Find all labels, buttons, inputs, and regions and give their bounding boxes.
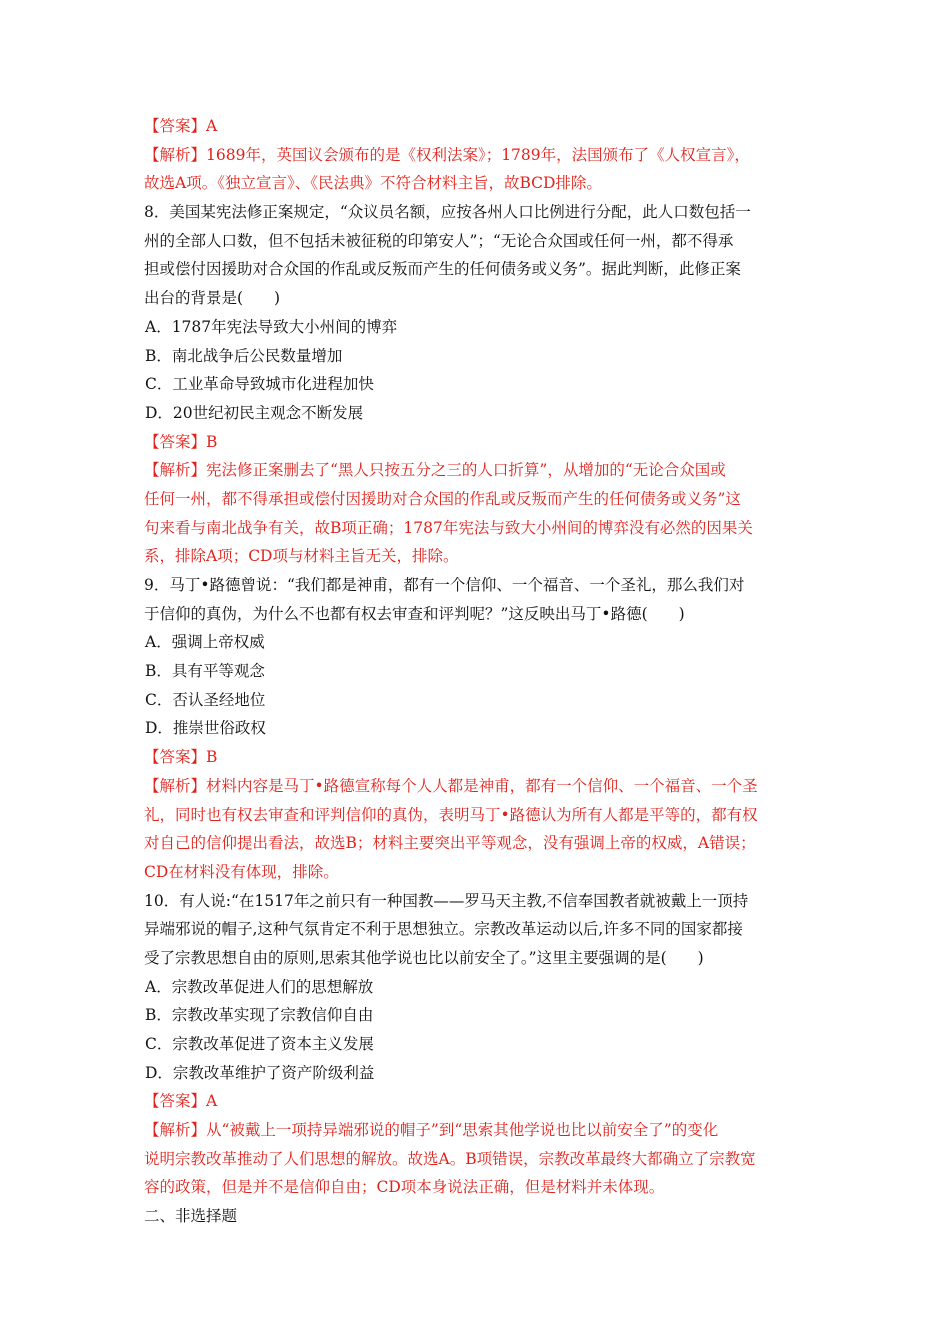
q8-answer: 【答案】B [144, 432, 218, 451]
q10-stem-line: 异端邪说的帽子,这种气氛肯定不利于思想独立。宗教改革运动以后,许多不同的国家都接 [144, 920, 743, 939]
q8-analysis-line: 【解析】宪法修正案删去了“黑人只按五分之三的人口折算”，从增加的“无论合众国或 [144, 461, 726, 480]
document-page [144, 112, 814, 1231]
q8-stem-line: 出台的背景是( ) [144, 289, 281, 308]
q10-option-c: C．宗教改革促进了资本主义发展 [145, 1035, 374, 1053]
q8-option-b: B．南北战争后公民数量增加 [145, 346, 343, 365]
q10-stem-line: 10．有人说:“在1517年之前只有一种国教——罗马天主教,不信奉国教者就被戴上一顶持 [144, 891, 749, 910]
section-title: 二、非选择题 [144, 1207, 238, 1226]
q9-option-b: B．具有平等观念 [145, 662, 265, 681]
q8-option-c: C．工业革命导致城市化进程加快 [145, 375, 374, 394]
q10-option-d: D．宗教改革维护了资产阶级利益 [145, 1063, 375, 1082]
q10-analysis-line: 容的政策，但是并不是信仰自由；CD项本身说法正确，但是材料并未体现。 [144, 1178, 665, 1197]
q7-analysis-line: 【解析】1689年，英国议会颁布的是《权利法案》；1789年，法国颁布了《人权宣言》， [144, 145, 750, 164]
q7-analysis-line: 故选A项。《独立宣言》、《民法典》不符合材料主旨，故BCD排除。 [144, 174, 602, 193]
q10-stem-line: 受了宗教思想自由的原则,思索其他学说也比以前安全了。”这里主要强调的是( ) [144, 948, 704, 967]
q9-answer: 【答案】B [144, 748, 218, 767]
q8-analysis-line: 系，排除A项；CD项与材料主旨无关，排除。 [144, 547, 459, 566]
q10-option-b: B．宗教改革实现了宗教信仰自由 [145, 1006, 374, 1025]
q9-analysis-line: CD在材料没有体现，排除。 [144, 862, 339, 881]
q10-option-a: A．宗教改革促进人们的思想解放 [145, 977, 374, 996]
q9-option-d: D．推崇世俗政权 [145, 719, 266, 738]
q9-option-c: C．否认圣经地位 [145, 690, 266, 709]
q9-option-a: A．强调上帝权威 [145, 633, 265, 652]
q7-answer: 【答案】A [144, 117, 218, 135]
q9-analysis-line: 【解析】材料内容是马丁•路德宣称每个人人都是神甫，都有一个信仰、一个福音、一个圣 [144, 776, 758, 795]
q9-analysis-line: 礼，同时也有权去审查和评判信仰的真伪，表明马丁•路德认为所有人都是平等的，都有权 [144, 805, 758, 824]
q8-stem-line: 担或偿付因援助对合众国的作乱或反叛而产生的任何债务或义务”。据此判断，此修正案 [144, 260, 741, 279]
q8-analysis-line: 句来看与南北战争有关，故B项正确；1787年宪法与致大小州间的博弈没有必然的因果关 [144, 518, 753, 537]
q9-stem-line: 于信仰的真伪，为什么不也都有权去审查和评判呢？”这反映出马丁•路德( ) [144, 604, 685, 623]
q10-answer: 【答案】A [144, 1092, 218, 1111]
q8-stem-line: 8．美国某宪法修正案规定，“众议员名额，应按各州人口比例进行分配，此人口数包括一 [144, 203, 751, 222]
q8-analysis-line: 任何一州，都不得承担或偿付因援助对合众国的作乱或反叛而产生的任何债务或义务”这 [144, 489, 741, 508]
q10-analysis-line: 说明宗教改革推动了人们思想的解放。故选A。B项错误，宗教改革最终大都确立了宗教宽 [144, 1149, 756, 1168]
q8-option-a: A．1787年宪法导致大小州间的博弈 [145, 317, 398, 336]
q10-analysis-line: 【解析】从“被戴上一项持异端邪说的帽子”到“思索其他学说也比以前安全了”的变化 [144, 1121, 719, 1140]
q9-analysis-line: 对自己的信仰提出看法，故选B；材料主要突出平等观念，没有强调上帝的权威，A错误； [144, 834, 756, 853]
q8-option-d: D．20世纪初民主观念不断发展 [145, 403, 364, 422]
q9-stem-line: 9．马丁•路德曾说：“我们都是神甫，都有一个信仰、一个福音、一个圣礼，那么我们对 [144, 576, 745, 594]
q8-stem-line: 州的全部人口数，但不包括未被征税的印第安人”；“无论合众国或任何一州，都不得承 [144, 231, 734, 250]
